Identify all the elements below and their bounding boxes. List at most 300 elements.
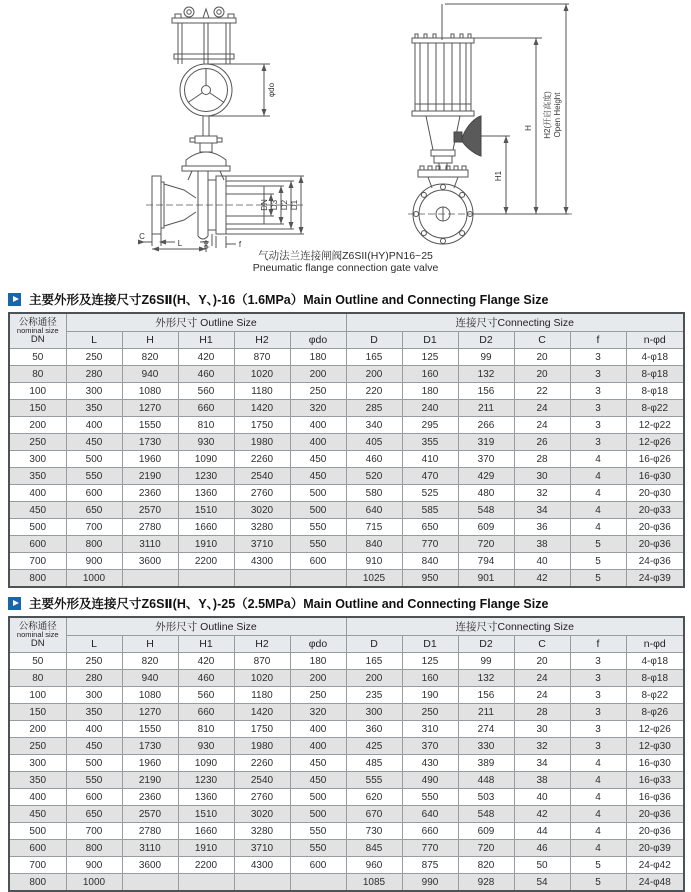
column-header-0: L bbox=[66, 636, 122, 653]
table-cell: 640 bbox=[346, 502, 402, 519]
manual-gate-valve-diagram bbox=[96, 2, 311, 252]
table-row bbox=[9, 789, 684, 806]
table-cell: 525 bbox=[402, 485, 458, 502]
table-cell: 16-φ36 bbox=[626, 789, 684, 806]
table-cell: 12-φ30 bbox=[626, 738, 684, 755]
table-cell: 3 bbox=[570, 400, 626, 417]
table-row bbox=[9, 400, 684, 417]
table-cell bbox=[234, 874, 290, 892]
dimension-table-pn16 bbox=[8, 312, 685, 588]
table-cell: 1270 bbox=[122, 400, 178, 417]
table-cell: 50 bbox=[9, 349, 66, 366]
table-cell: 180 bbox=[402, 383, 458, 400]
table-cell: 3 bbox=[570, 653, 626, 670]
table-cell: 32 bbox=[514, 485, 570, 502]
table-cell: 820 bbox=[122, 653, 178, 670]
table-cell: 156 bbox=[458, 383, 514, 400]
table-cell: 770 bbox=[402, 536, 458, 553]
table-cell: 585 bbox=[402, 502, 458, 519]
table-cell: 340 bbox=[346, 417, 402, 434]
table-cell: 3110 bbox=[122, 536, 178, 553]
table-cell: 211 bbox=[458, 400, 514, 417]
table-cell: 900 bbox=[66, 553, 122, 570]
table-cell: 550 bbox=[66, 468, 122, 485]
table-cell: 450 bbox=[66, 434, 122, 451]
table-cell: 20-φ36 bbox=[626, 519, 684, 536]
table-cell: 360 bbox=[346, 721, 402, 738]
table-cell: 1360 bbox=[178, 789, 234, 806]
table-cell: 32 bbox=[514, 738, 570, 755]
table-cell: 820 bbox=[458, 857, 514, 874]
table-cell: 660 bbox=[178, 400, 234, 417]
table-cell: 319 bbox=[458, 434, 514, 451]
table-cell: 410 bbox=[402, 451, 458, 468]
table-cell: 2360 bbox=[122, 789, 178, 806]
table-cell: 1980 bbox=[234, 738, 290, 755]
table-cell: 2570 bbox=[122, 806, 178, 823]
table-cell: 3 bbox=[570, 738, 626, 755]
header-nominal-size bbox=[9, 313, 66, 349]
table-cell: 4 bbox=[570, 502, 626, 519]
table-cell: 500 bbox=[290, 485, 346, 502]
table-cell: 1020 bbox=[234, 366, 290, 383]
section-title-text-pn25: 主要外形及连接尺寸Z6SⅡ(H、Y、)-25（2.5MPa）Main Outline and Connecting Flange Size bbox=[29, 597, 549, 611]
table-cell: 3110 bbox=[122, 840, 178, 857]
table-header-columns-row bbox=[9, 636, 684, 653]
table-cell: 200 bbox=[290, 366, 346, 383]
table-cell: 660 bbox=[402, 823, 458, 840]
header-nominal-size-dn: DN bbox=[30, 334, 45, 345]
table-cell: 2200 bbox=[178, 857, 234, 874]
table-cell: 24-φ42 bbox=[626, 857, 684, 874]
table-row bbox=[9, 670, 684, 687]
table-cell: 2760 bbox=[234, 789, 290, 806]
table-cell bbox=[234, 570, 290, 588]
table-cell: 4300 bbox=[234, 553, 290, 570]
column-header-3: H2 bbox=[234, 332, 290, 349]
table-cell bbox=[178, 874, 234, 892]
table-cell: 320 bbox=[290, 400, 346, 417]
table-cell: 2570 bbox=[122, 502, 178, 519]
table-cell: 42 bbox=[514, 806, 570, 823]
table-cell: 700 bbox=[9, 857, 66, 874]
table-cell: 3 bbox=[570, 721, 626, 738]
table-cell: 3280 bbox=[234, 823, 290, 840]
table-cell: 3 bbox=[570, 417, 626, 434]
header-connecting-group: 连接尺寸Connecting Size bbox=[346, 313, 684, 332]
table-cell: 250 bbox=[290, 383, 346, 400]
table-cell: 490 bbox=[402, 772, 458, 789]
table-cell: 450 bbox=[290, 451, 346, 468]
table-cell: 1980 bbox=[234, 434, 290, 451]
dim-label-h2-cn: H2(开启高度) bbox=[543, 91, 552, 139]
table-cell: 400 bbox=[290, 434, 346, 451]
table-cell: 1750 bbox=[234, 721, 290, 738]
table-cell: 8-φ22 bbox=[626, 400, 684, 417]
table-cell: 1180 bbox=[234, 383, 290, 400]
table-cell: 770 bbox=[402, 840, 458, 857]
table-cell: 960 bbox=[346, 857, 402, 874]
table-cell: 4 bbox=[570, 823, 626, 840]
table-cell: 400 bbox=[9, 789, 66, 806]
table-cell: 235 bbox=[346, 687, 402, 704]
table-row bbox=[9, 349, 684, 366]
table-cell: 285 bbox=[346, 400, 402, 417]
table-cell: 1080 bbox=[122, 383, 178, 400]
table-cell: 22 bbox=[514, 383, 570, 400]
table-cell: 600 bbox=[66, 485, 122, 502]
table-cell: 460 bbox=[178, 670, 234, 687]
dim-label-f: f bbox=[238, 240, 242, 249]
table-cell: 4 bbox=[570, 806, 626, 823]
table-cell: 250 bbox=[9, 738, 66, 755]
table-cell: 44 bbox=[514, 823, 570, 840]
table-cell: 548 bbox=[458, 502, 514, 519]
table-row bbox=[9, 857, 684, 874]
dim-label-d3: D3 bbox=[270, 199, 279, 211]
table-cell: 928 bbox=[458, 874, 514, 892]
column-header-2: H1 bbox=[178, 332, 234, 349]
section-title-pn25 bbox=[8, 594, 683, 612]
table-cell: 3 bbox=[570, 434, 626, 451]
table-cell: 100 bbox=[9, 687, 66, 704]
section-marker-icon bbox=[8, 597, 21, 610]
table-cell: 800 bbox=[9, 570, 66, 588]
section-pn16 bbox=[0, 290, 691, 588]
table-row bbox=[9, 823, 684, 840]
table-cell: 450 bbox=[290, 755, 346, 772]
column-header-10: n-φd bbox=[626, 332, 684, 349]
table-cell: 550 bbox=[290, 823, 346, 840]
table-cell: 42 bbox=[514, 570, 570, 588]
table-cell: 300 bbox=[66, 383, 122, 400]
table-cell: 720 bbox=[458, 536, 514, 553]
table-cell: 503 bbox=[458, 789, 514, 806]
table-cell: 1420 bbox=[234, 704, 290, 721]
table-cell: 450 bbox=[9, 502, 66, 519]
table-cell: 16-φ30 bbox=[626, 755, 684, 772]
table-cell: 4-φ18 bbox=[626, 653, 684, 670]
table-cell: 190 bbox=[402, 687, 458, 704]
table-cell: 1360 bbox=[178, 485, 234, 502]
table-cell: 930 bbox=[178, 434, 234, 451]
table-cell: 2760 bbox=[234, 485, 290, 502]
table-body-pn25 bbox=[9, 653, 684, 892]
table-header-group-row bbox=[9, 617, 684, 636]
table-cell: 840 bbox=[346, 536, 402, 553]
table-cell: 150 bbox=[9, 400, 66, 417]
column-header-7: D2 bbox=[458, 636, 514, 653]
table-cell: 485 bbox=[346, 755, 402, 772]
table-cell: 2260 bbox=[234, 755, 290, 772]
table-cell: 820 bbox=[122, 349, 178, 366]
table-cell: 429 bbox=[458, 468, 514, 485]
header-outline-group: 外形尺寸 Outline Size bbox=[66, 313, 346, 332]
table-cell: 250 bbox=[402, 704, 458, 721]
table-cell: 8-φ18 bbox=[626, 383, 684, 400]
table-cell: 1960 bbox=[122, 451, 178, 468]
table-cell: 4 bbox=[570, 755, 626, 772]
column-header-6: D1 bbox=[402, 332, 458, 349]
table-cell: 8-φ26 bbox=[626, 704, 684, 721]
table-cell: 30 bbox=[514, 468, 570, 485]
table-cell: 940 bbox=[122, 670, 178, 687]
table-cell: 132 bbox=[458, 670, 514, 687]
table-cell: 300 bbox=[346, 704, 402, 721]
table-cell: 350 bbox=[66, 400, 122, 417]
table-cell: 990 bbox=[402, 874, 458, 892]
table-cell: 8-φ22 bbox=[626, 687, 684, 704]
table-cell: 280 bbox=[66, 366, 122, 383]
table-row bbox=[9, 721, 684, 738]
section-title-text-pn16: 主要外形及连接尺寸Z6SⅡ(H、Y、)-16（1.6MPa）Main Outline and Connecting Flange Size bbox=[29, 293, 549, 307]
table-cell: 1510 bbox=[178, 806, 234, 823]
table-cell: 20 bbox=[514, 366, 570, 383]
table-cell: 875 bbox=[402, 857, 458, 874]
table-cell: 28 bbox=[514, 704, 570, 721]
table-cell: 156 bbox=[458, 687, 514, 704]
table-cell: 5 bbox=[570, 874, 626, 892]
dim-label-h2-en: Open Height bbox=[553, 92, 562, 138]
table-cell: 211 bbox=[458, 704, 514, 721]
table-cell: 24 bbox=[514, 417, 570, 434]
table-cell: 4 bbox=[570, 485, 626, 502]
table-cell: 26 bbox=[514, 434, 570, 451]
table-cell: 430 bbox=[402, 755, 458, 772]
table-cell: 460 bbox=[346, 451, 402, 468]
table-cell: 165 bbox=[346, 653, 402, 670]
table-cell: 520 bbox=[346, 468, 402, 485]
table-cell: 500 bbox=[290, 806, 346, 823]
table-cell: 250 bbox=[66, 349, 122, 366]
table-cell: 450 bbox=[290, 468, 346, 485]
header-outline-group: 外形尺寸 Outline Size bbox=[66, 617, 346, 636]
table-cell: 3 bbox=[570, 383, 626, 400]
table-cell: 480 bbox=[458, 485, 514, 502]
table-cell: 160 bbox=[402, 366, 458, 383]
table-cell: 500 bbox=[66, 451, 122, 468]
section-title-pn16 bbox=[8, 290, 683, 308]
table-cell: 448 bbox=[458, 772, 514, 789]
table-cell: 1085 bbox=[346, 874, 402, 892]
table-cell: 450 bbox=[66, 738, 122, 755]
dim-label-dn: DN bbox=[260, 199, 269, 211]
table-cell: 20-φ39 bbox=[626, 840, 684, 857]
table-row bbox=[9, 704, 684, 721]
table-cell: 300 bbox=[9, 755, 66, 772]
table-cell: 240 bbox=[402, 400, 458, 417]
table-cell: 650 bbox=[402, 519, 458, 536]
table-cell: 2780 bbox=[122, 823, 178, 840]
column-header-8: C bbox=[514, 636, 570, 653]
table-row bbox=[9, 840, 684, 857]
table-cell: 620 bbox=[346, 789, 402, 806]
table-cell: 405 bbox=[346, 434, 402, 451]
table-cell: 845 bbox=[346, 840, 402, 857]
table-cell: 5 bbox=[570, 536, 626, 553]
table-cell: 160 bbox=[402, 670, 458, 687]
table-cell: 30 bbox=[514, 721, 570, 738]
table-row bbox=[9, 366, 684, 383]
table-cell: 5 bbox=[570, 553, 626, 570]
table-cell: 3 bbox=[570, 670, 626, 687]
dim-label-h: H bbox=[524, 125, 533, 131]
table-cell: 4 bbox=[570, 840, 626, 857]
table-cell: 400 bbox=[66, 721, 122, 738]
table-cell: 2780 bbox=[122, 519, 178, 536]
table-cell: 16-φ33 bbox=[626, 772, 684, 789]
table-cell: 200 bbox=[346, 670, 402, 687]
table-cell: 50 bbox=[9, 653, 66, 670]
table-cell: 600 bbox=[9, 536, 66, 553]
table-cell: 470 bbox=[402, 468, 458, 485]
table-row bbox=[9, 519, 684, 536]
valve-diagrams bbox=[0, 0, 691, 284]
table-cell: 3020 bbox=[234, 502, 290, 519]
dim-label-h1: H1 bbox=[494, 170, 503, 182]
table-cell: 1750 bbox=[234, 417, 290, 434]
table-cell: 550 bbox=[290, 840, 346, 857]
table-cell: 810 bbox=[178, 417, 234, 434]
table-cell: 550 bbox=[290, 536, 346, 553]
table-row bbox=[9, 451, 684, 468]
table-cell: 20-φ36 bbox=[626, 536, 684, 553]
section-marker-icon bbox=[8, 293, 21, 306]
table-cell: 600 bbox=[290, 553, 346, 570]
table-cell: 650 bbox=[66, 806, 122, 823]
table-cell: 1960 bbox=[122, 755, 178, 772]
table-cell: 355 bbox=[402, 434, 458, 451]
table-cell bbox=[122, 874, 178, 892]
table-cell: 500 bbox=[9, 823, 66, 840]
table-row bbox=[9, 806, 684, 823]
table-cell: 700 bbox=[66, 519, 122, 536]
table-cell: 600 bbox=[290, 857, 346, 874]
table-cell: 99 bbox=[458, 653, 514, 670]
table-cell: 1230 bbox=[178, 772, 234, 789]
table-cell: 715 bbox=[346, 519, 402, 536]
table-cell: 840 bbox=[402, 553, 458, 570]
column-header-10: n-φd bbox=[626, 636, 684, 653]
table-cell: 870 bbox=[234, 349, 290, 366]
table-cell: 550 bbox=[290, 519, 346, 536]
table-cell: 2190 bbox=[122, 772, 178, 789]
table-cell: 1230 bbox=[178, 468, 234, 485]
table-cell: 1000 bbox=[66, 874, 122, 892]
header-nominal-size-cn: 公称通径 bbox=[18, 316, 57, 328]
table-row bbox=[9, 417, 684, 434]
table-cell: 320 bbox=[290, 704, 346, 721]
table-cell: 450 bbox=[290, 772, 346, 789]
table-cell: 1180 bbox=[234, 687, 290, 704]
diagram-caption bbox=[0, 250, 691, 274]
table-row bbox=[9, 653, 684, 670]
table-cell: 370 bbox=[458, 451, 514, 468]
table-cell: 20-φ30 bbox=[626, 485, 684, 502]
table-cell: 810 bbox=[178, 721, 234, 738]
table-cell: 600 bbox=[9, 840, 66, 857]
table-cell: 4 bbox=[570, 772, 626, 789]
table-row bbox=[9, 738, 684, 755]
table-cell: 350 bbox=[9, 772, 66, 789]
dim-label-d1: D1 bbox=[290, 199, 299, 211]
table-cell: 12-φ26 bbox=[626, 721, 684, 738]
table-cell: 560 bbox=[178, 687, 234, 704]
table-cell: 20-φ36 bbox=[626, 806, 684, 823]
table-cell: 500 bbox=[290, 502, 346, 519]
table-cell: 400 bbox=[9, 485, 66, 502]
table-cell: 132 bbox=[458, 366, 514, 383]
table-cell: 500 bbox=[66, 755, 122, 772]
table-cell: 8-φ18 bbox=[626, 670, 684, 687]
table-cell: 20-φ33 bbox=[626, 502, 684, 519]
table-cell: 36 bbox=[514, 519, 570, 536]
table-cell: 180 bbox=[290, 653, 346, 670]
table-cell: 4 bbox=[570, 789, 626, 806]
table-cell: 1910 bbox=[178, 536, 234, 553]
table-cell: 99 bbox=[458, 349, 514, 366]
table-cell: 720 bbox=[458, 840, 514, 857]
table-cell: 220 bbox=[346, 383, 402, 400]
table-cell: 550 bbox=[66, 772, 122, 789]
table-row bbox=[9, 434, 684, 451]
column-header-4: φdo bbox=[290, 636, 346, 653]
table-cell bbox=[122, 570, 178, 588]
table-cell: 1080 bbox=[122, 687, 178, 704]
table-cell: 274 bbox=[458, 721, 514, 738]
table-cell: 1550 bbox=[122, 417, 178, 434]
column-header-9: f bbox=[570, 636, 626, 653]
dim-label-phi-d: φd bbox=[203, 240, 210, 250]
table-cell: 4-φ18 bbox=[626, 349, 684, 366]
table-cell: 370 bbox=[402, 738, 458, 755]
table-cell: 300 bbox=[66, 687, 122, 704]
table-cell: 650 bbox=[66, 502, 122, 519]
table-cell: 125 bbox=[402, 653, 458, 670]
table-cell: 1090 bbox=[178, 755, 234, 772]
table-cell: 420 bbox=[178, 349, 234, 366]
table-row bbox=[9, 874, 684, 892]
table-cell bbox=[290, 874, 346, 892]
table-cell: 730 bbox=[346, 823, 402, 840]
column-header-1: H bbox=[122, 332, 178, 349]
table-cell: 1730 bbox=[122, 434, 178, 451]
dim-label-d2: D2 bbox=[280, 199, 289, 211]
header-nominal-size-cn: 公称通径 bbox=[18, 620, 57, 632]
table-cell: 2540 bbox=[234, 772, 290, 789]
table-cell: 80 bbox=[9, 366, 66, 383]
column-header-8: C bbox=[514, 332, 570, 349]
table-row bbox=[9, 383, 684, 400]
table-cell: 50 bbox=[514, 857, 570, 874]
table-row bbox=[9, 570, 684, 588]
table-cell: 1730 bbox=[122, 738, 178, 755]
table-cell: 420 bbox=[178, 653, 234, 670]
table-cell: 555 bbox=[346, 772, 402, 789]
table-cell: 2190 bbox=[122, 468, 178, 485]
table-cell: 3600 bbox=[122, 857, 178, 874]
table-cell: 180 bbox=[290, 349, 346, 366]
header-nominal-size-en: nominal size bbox=[16, 326, 59, 335]
column-header-0: L bbox=[66, 332, 122, 349]
table-cell: 3 bbox=[570, 366, 626, 383]
table-cell bbox=[178, 570, 234, 588]
table-cell: 200 bbox=[290, 670, 346, 687]
table-cell: 24-φ36 bbox=[626, 553, 684, 570]
table-cell: 46 bbox=[514, 840, 570, 857]
table-cell: 40 bbox=[514, 789, 570, 806]
header-nominal-size-en: nominal size bbox=[16, 630, 59, 639]
